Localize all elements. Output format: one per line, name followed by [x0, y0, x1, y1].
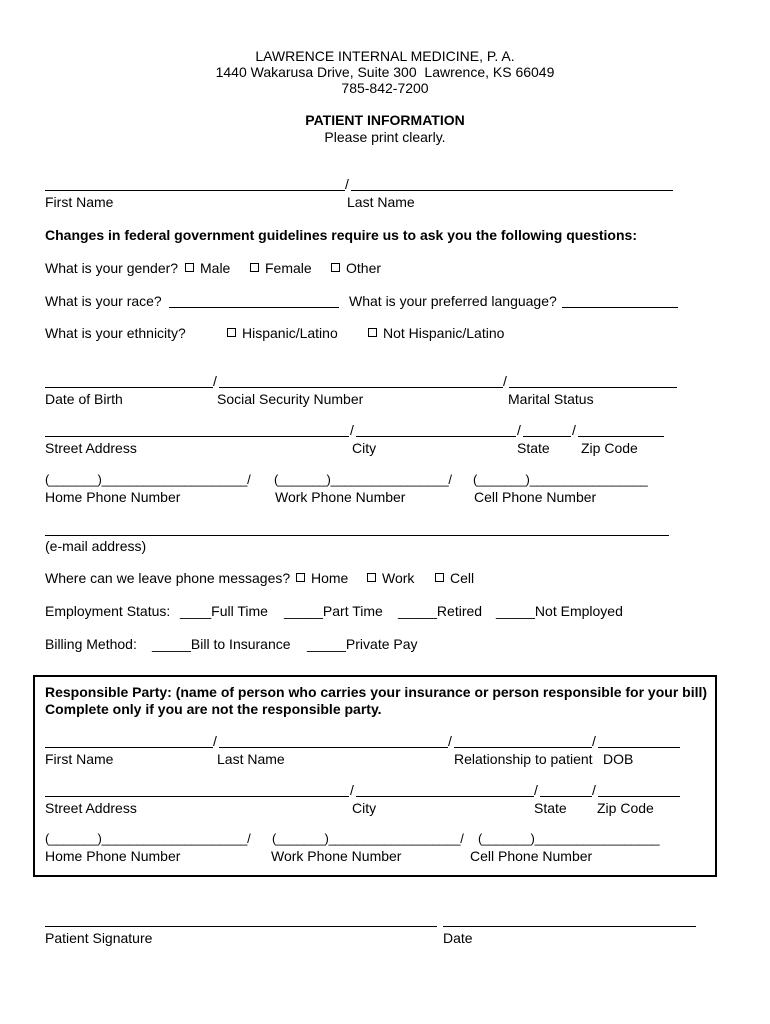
- resp-city-label: City: [352, 800, 377, 816]
- form-instruction: Please print clearly.: [324, 129, 446, 145]
- gender-other-option[interactable]: [331, 260, 381, 276]
- resp-first-name-line[interactable]: [45, 747, 213, 748]
- checkbox-icon[interactable]: [185, 263, 194, 272]
- dob-label: Date of Birth: [45, 391, 123, 407]
- responsible-title-rest: : (name of person who carries your insurance or person responsible for your bill): [167, 684, 708, 700]
- gender-female-option[interactable]: [250, 260, 312, 276]
- employment-full-time[interactable]: ____Full Time: [180, 603, 268, 619]
- messages-cell-option[interactable]: [435, 570, 474, 586]
- billing-insurance[interactable]: _____Bill to Insurance: [152, 636, 291, 652]
- signature-line[interactable]: [45, 926, 437, 927]
- resp-dob-label: DOB: [603, 751, 634, 767]
- slash: /: [572, 422, 576, 438]
- slash: /: [592, 782, 596, 798]
- race-question: What is your race?: [45, 293, 162, 309]
- employment-retired[interactable]: _____Retired: [398, 603, 483, 619]
- messages-home-option[interactable]: [296, 570, 348, 586]
- ssn-label: Social Security Number: [217, 391, 364, 407]
- gender-male-option[interactable]: [185, 260, 230, 276]
- messages-question: Where can we leave phone messages?: [45, 570, 291, 586]
- cell-phone-field[interactable]: (_______)_________________: [473, 472, 648, 487]
- first-name-line[interactable]: [45, 190, 345, 191]
- option-label: Home: [311, 570, 349, 586]
- resp-relationship-line[interactable]: [454, 747, 592, 748]
- last-name-line[interactable]: [351, 190, 673, 191]
- form-title: PATIENT INFORMATION: [305, 112, 465, 128]
- billing-label: Billing Method:: [45, 636, 137, 652]
- resp-first-name-label: First Name: [45, 751, 114, 767]
- work-phone-label: Work Phone Number: [275, 489, 406, 505]
- slash: /: [448, 733, 452, 749]
- ssn-line[interactable]: [219, 387, 503, 388]
- ethnicity-question: What is your ethnicity?: [45, 325, 186, 341]
- signature-label: Patient Signature: [45, 930, 153, 946]
- checkbox-icon[interactable]: [296, 573, 305, 582]
- resp-home-phone-label: Home Phone Number: [45, 848, 181, 864]
- city-line[interactable]: [356, 436, 516, 437]
- slash: /: [350, 782, 354, 798]
- slash: /: [350, 422, 354, 438]
- option-label: Cell: [450, 570, 475, 586]
- street-label: Street Address: [45, 440, 137, 456]
- resp-zip-line[interactable]: [598, 796, 680, 797]
- slash: /: [213, 373, 217, 389]
- responsible-title: [45, 684, 707, 700]
- city-label: City: [352, 440, 377, 456]
- resp-cell-phone-field[interactable]: (_______)__________________: [478, 831, 660, 846]
- resp-work-phone-field[interactable]: (_______)___________________/: [272, 831, 464, 846]
- language-line[interactable]: [562, 307, 678, 308]
- messages-work-option[interactable]: [367, 570, 414, 586]
- zip-label: Zip Code: [581, 440, 638, 456]
- ethnicity-not-hispanic-option[interactable]: [368, 325, 504, 341]
- state-line[interactable]: [523, 436, 571, 437]
- home-phone-label: Home Phone Number: [45, 489, 181, 505]
- race-line[interactable]: [169, 307, 339, 308]
- option-label: Hispanic/Latino: [242, 325, 338, 341]
- guidelines-text: Changes in federal government guidelines require us to ask you the following questions:: [45, 227, 637, 243]
- dob-line[interactable]: [45, 387, 213, 388]
- resp-work-phone-label: Work Phone Number: [271, 848, 402, 864]
- email-label: (e-mail address): [45, 538, 147, 554]
- slash: /: [534, 782, 538, 798]
- checkbox-icon[interactable]: [227, 328, 236, 337]
- employment-label: Employment Status:: [45, 603, 171, 619]
- resp-zip-label: Zip Code: [597, 800, 654, 816]
- work-phone-field[interactable]: (_______)_________________/: [274, 472, 452, 487]
- resp-street-line[interactable]: [45, 796, 349, 797]
- option-label: Other: [346, 260, 382, 276]
- option-label: Male: [200, 260, 231, 276]
- resp-cell-phone-label: Cell Phone Number: [470, 848, 593, 864]
- slash: /: [213, 733, 217, 749]
- date-label: Date: [443, 930, 473, 946]
- option-label: Work: [382, 570, 415, 586]
- practice-name: LAWRENCE INTERNAL MEDICINE, P. A.: [255, 48, 515, 64]
- resp-state-line[interactable]: [540, 796, 592, 797]
- street-line[interactable]: [45, 436, 349, 437]
- slash: /: [503, 373, 507, 389]
- slash: /: [517, 422, 521, 438]
- employment-part-time[interactable]: _____Part Time: [284, 603, 383, 619]
- language-question: What is your preferred language?: [349, 293, 557, 309]
- practice-address: 1440 Wakarusa Drive, Suite 300 Lawrence, KS 66049: [215, 64, 555, 80]
- option-label: Not Hispanic/Latino: [383, 325, 505, 341]
- state-label: State: [517, 440, 550, 456]
- gender-question: What is your gender?: [45, 260, 179, 276]
- resp-last-name-label: Last Name: [217, 751, 285, 767]
- date-line[interactable]: [443, 926, 696, 927]
- resp-relationship-label: Relationship to patient: [454, 751, 593, 767]
- slash: /: [345, 176, 349, 192]
- ethnicity-hispanic-option[interactable]: [227, 325, 338, 341]
- checkbox-icon[interactable]: [367, 573, 376, 582]
- employment-not-employed[interactable]: _____Not Employed: [496, 603, 623, 619]
- resp-home-phone-field[interactable]: (_______)_____________________/: [45, 831, 251, 846]
- last-name-label: Last Name: [347, 194, 415, 210]
- checkbox-icon[interactable]: [368, 328, 377, 337]
- billing-private-pay[interactable]: _____Private Pay: [307, 636, 418, 652]
- slash: /: [592, 733, 596, 749]
- resp-state-label: State: [534, 800, 567, 816]
- cell-phone-label: Cell Phone Number: [474, 489, 597, 505]
- home-phone-field[interactable]: (_______)_____________________/: [45, 472, 251, 487]
- resp-city-line[interactable]: [356, 796, 534, 797]
- resp-dob-line[interactable]: [598, 747, 680, 748]
- option-label: Female: [265, 260, 312, 276]
- marital-line[interactable]: [509, 387, 677, 388]
- email-line[interactable]: [45, 535, 669, 536]
- checkbox-icon[interactable]: [331, 263, 340, 272]
- checkbox-icon[interactable]: [435, 573, 444, 582]
- responsible-title-bold: Responsible Party: [45, 684, 168, 700]
- practice-phone: 785-842-7200: [341, 80, 429, 96]
- resp-street-label: Street Address: [45, 800, 137, 816]
- marital-label: Marital Status: [508, 391, 594, 407]
- first-name-label: First Name: [45, 194, 114, 210]
- zip-line[interactable]: [578, 436, 664, 437]
- checkbox-icon[interactable]: [250, 263, 259, 272]
- resp-last-name-line[interactable]: [219, 747, 448, 748]
- responsible-subtitle: Complete only if you are not the responsible party.: [45, 701, 382, 717]
